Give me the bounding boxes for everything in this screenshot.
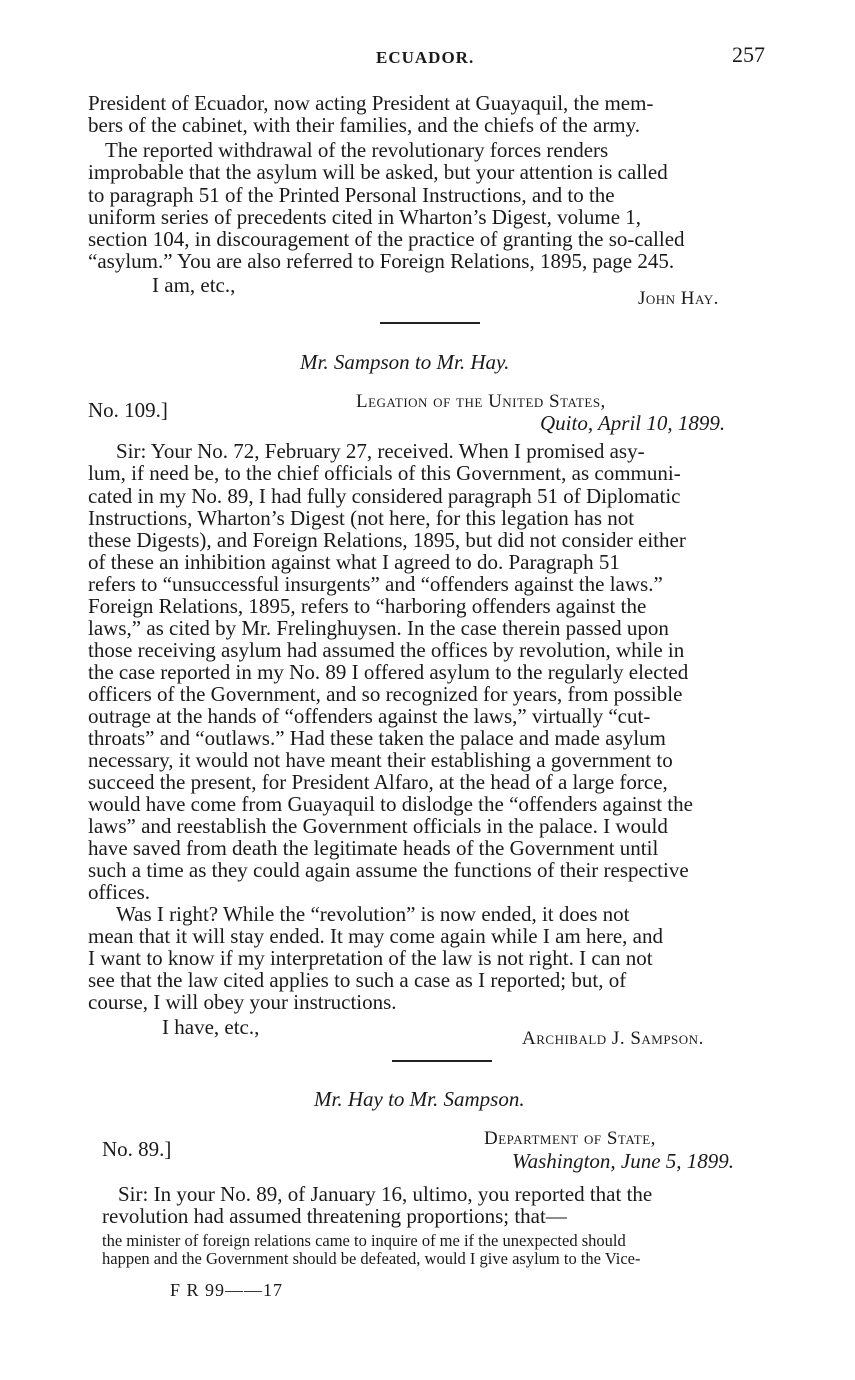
text-line: such a time as they could again assume the functions of their respective: [88, 858, 689, 882]
text-line: improbable that the asylum will be asked, but your attention is called: [88, 160, 668, 184]
text-line: bers of the cabinet, with their families, and the chiefs of the army.: [88, 113, 641, 137]
letter-heading: Mr. Hay to Mr. Sampson.: [314, 1087, 525, 1111]
signature: John Hay.: [638, 288, 719, 309]
letter-heading: Mr. Sampson to Mr. Hay.: [300, 350, 510, 374]
closing: I am, etc.,: [152, 273, 236, 297]
text-line: these Digests), and Foreign Relations, 1895, but did not consider either: [88, 528, 686, 552]
text-line: Instructions, Wharton’s Digest (not here, for this legation has not: [88, 506, 635, 530]
text-line: uniform series of precedents cited in Wharton’s Digest, volume 1,: [88, 205, 642, 229]
text-line: of these an inhibition against what I agreed to do. Paragraph 51: [88, 550, 620, 574]
text-line: section 104, in discouragement of the practice of granting the so-called: [88, 227, 685, 251]
text-line: to paragraph 51 of the Printed Personal Instructions, and to the: [88, 183, 615, 207]
text-line: laws,” as cited by Mr. Frelinghuysen. In the case therein passed upon: [88, 616, 669, 640]
text-line: would have come from Guayaquil to dislodge the “offenders against the: [88, 792, 693, 816]
text-line: Was I right? While the “revolution” is now ended, it does not: [116, 902, 630, 926]
text-line: those receiving asylum had assumed the offices by revolution, while in: [88, 638, 685, 662]
text-line: I want to know if my interpretation of the law is not right. I can not: [88, 946, 653, 970]
signature-mark: F R 99——17: [170, 1280, 284, 1300]
text-line: “asylum.” You are also referred to Foreign Relations, 1895, page 245.: [88, 249, 675, 273]
text-line: President of Ecuador, now acting President at Guayaquil, the mem-: [88, 91, 654, 115]
quote-line: the minister of foreign relations came to inquire of me if the unexpected should: [102, 1231, 626, 1250]
sender-office: Department of State,: [484, 1128, 656, 1149]
divider-rule: [380, 322, 480, 324]
signature: Archibald J. Sampson.: [522, 1028, 704, 1049]
closing: I have, etc.,: [162, 1015, 260, 1039]
text-line: see that the law cited applies to such a case as I reported; but, of: [88, 968, 627, 992]
text-line: revolution had assumed threatening proportions; that—: [102, 1204, 567, 1228]
text-line: necessary, it would not have meant their establishing a government to: [88, 748, 673, 772]
text-line: refers to “unsuccessful insurgents” and “offenders against the laws.”: [88, 572, 663, 596]
text-line: Sir: In your No. 89, of January 16, ultimo, you reported that the: [118, 1182, 653, 1206]
running-title: ECUADOR.: [376, 48, 475, 67]
quote-line: happen and the Government should be defeated, would I give asylum to the Vice-: [102, 1249, 641, 1268]
text-line: Foreign Relations, 1895, refers to “harboring offenders against the: [88, 594, 647, 618]
divider-rule: [392, 1060, 492, 1062]
text-line: Sir: Your No. 72, February 27, received. When I promised asy-: [116, 439, 645, 463]
text-line: offices.: [88, 880, 151, 904]
place-date: Washington, June 5, 1899.: [512, 1149, 735, 1173]
page-number: 257: [732, 42, 765, 67]
text-line: officers of the Government, and so recognized for years, from possible: [88, 682, 683, 706]
text-line: mean that it will stay ended. It may come again while I am here, and: [88, 924, 663, 948]
text-line: succeed the present, for President Alfaro, at the head of a large force,: [88, 770, 668, 794]
text-line: course, I will obey your instructions.: [88, 990, 397, 1014]
text-line: cated in my No. 89, I had fully considered paragraph 51 of Diplomatic: [88, 484, 681, 508]
text-line: laws” and reestablish the Government officials in the palace. I would: [88, 814, 668, 838]
place-date: Quito, April 10, 1899.: [540, 411, 726, 435]
text-line: the case reported in my No. 89 I offered asylum to the regularly elected: [88, 660, 689, 684]
text-line: outrage at the hands of “offenders against the laws,” virtually “cut-: [88, 704, 651, 728]
text-line: The reported withdrawal of the revolutionary forces renders: [105, 138, 609, 162]
text-line: lum, if need be, to the chief officials of this Government, as communi-: [88, 461, 681, 485]
sender-office: Legation of the United States,: [356, 391, 606, 412]
text-line: throats” and “outlaws.” Had these taken the palace and made asylum: [88, 726, 666, 750]
dispatch-number: No. 89.]: [102, 1137, 172, 1161]
dispatch-number: No. 109.]: [88, 398, 168, 422]
text-line: have saved from death the legitimate heads of the Government until: [88, 836, 659, 860]
